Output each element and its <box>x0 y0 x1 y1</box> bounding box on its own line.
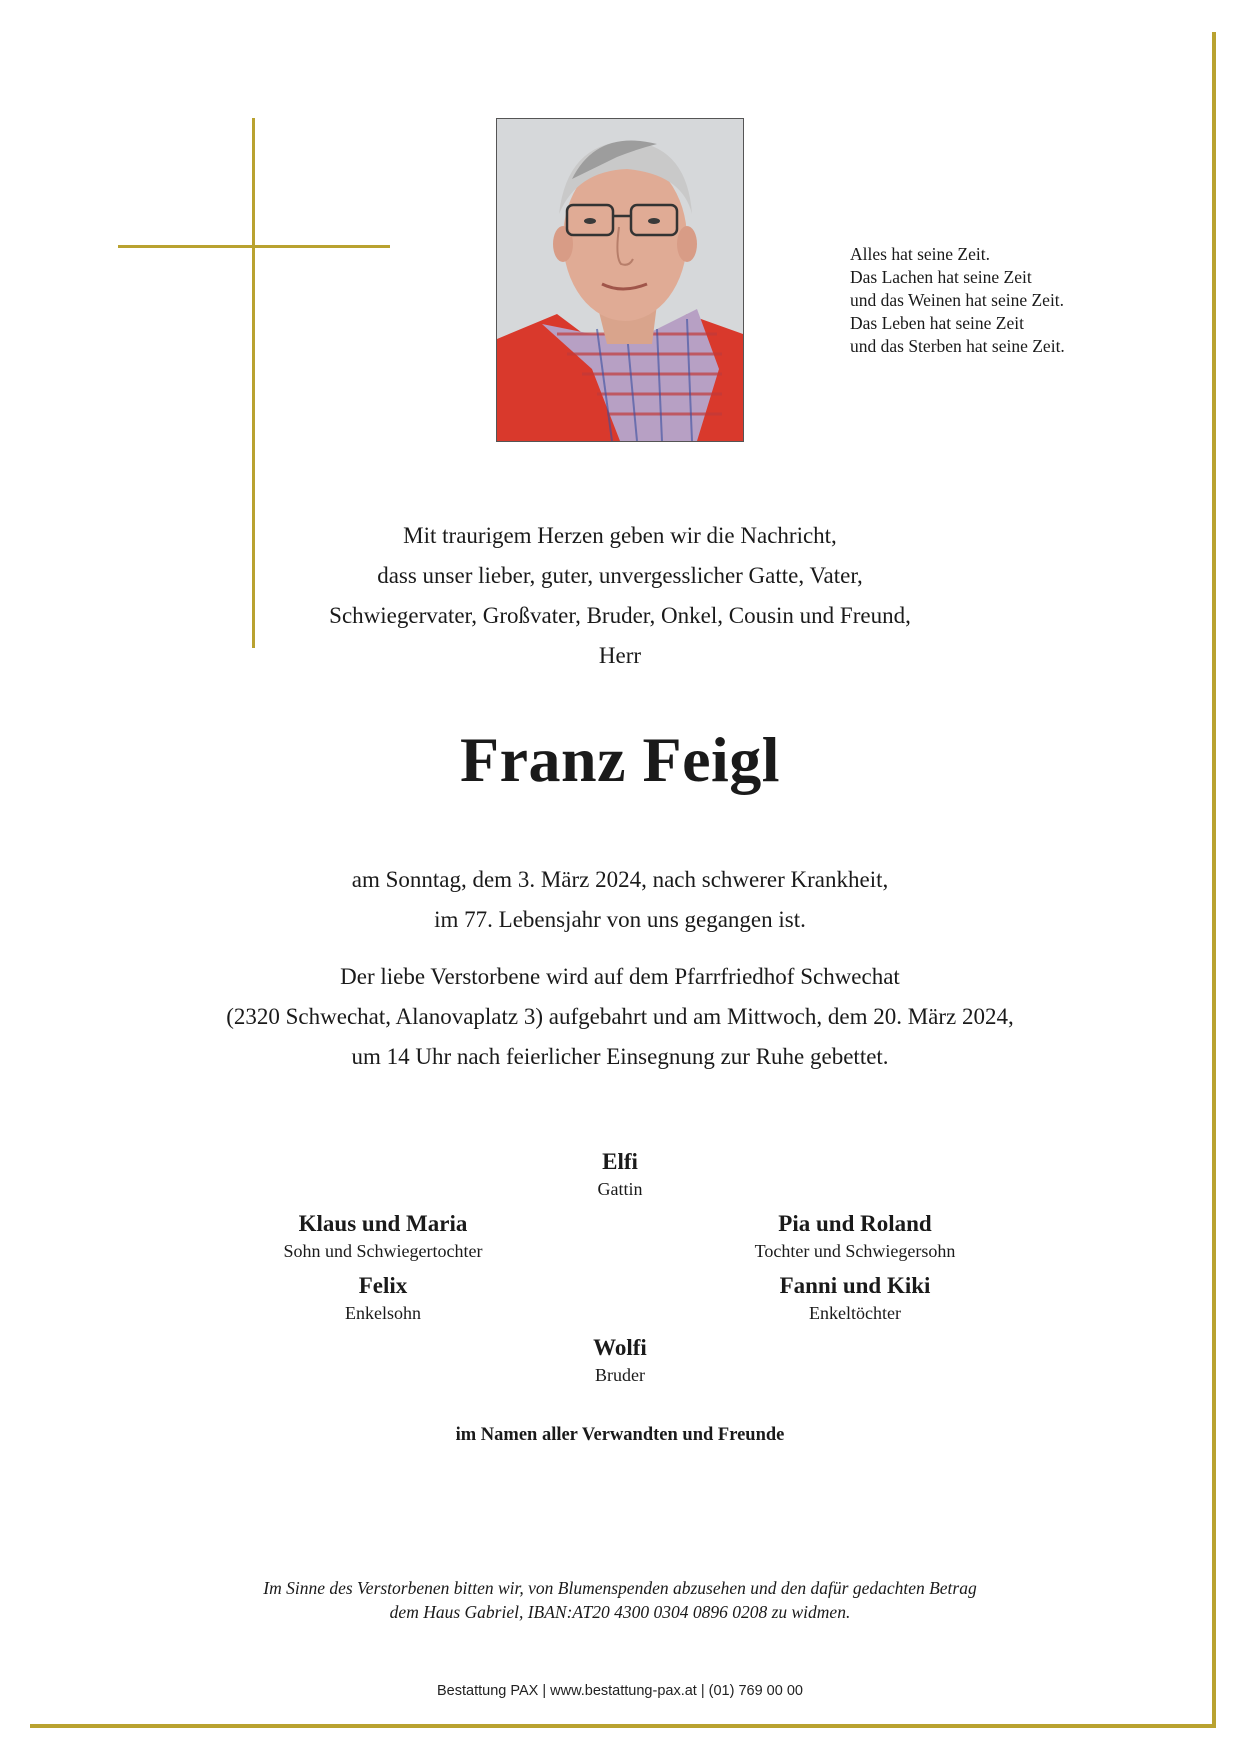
poem-line: Alles hat seine Zeit. <box>850 244 990 264</box>
intro-line: dass unser lieber, guter, unvergesslicher Gatte, Vater, <box>377 563 863 588</box>
mourner-daughter <box>655 1209 1055 1263</box>
death-line: am Sonntag, dem 3. März 2024, nach schwerer Krankheit, <box>351 867 889 892</box>
funeral-notice <box>0 957 1240 1077</box>
funeral-line: (2320 Schwechat, Alanovaplatz 3) aufgebahrt und am Mittwoch, dem 20. März 2024, <box>226 1004 1014 1029</box>
portrait-photo <box>496 118 744 442</box>
donation-line: Im Sinne des Verstorbenen bitten wir, von Blumenspenden abzusehen und den dafür gedachten Betrag <box>263 1578 977 1598</box>
mourner-relation: Sohn und Schwiegertochter <box>283 1241 483 1261</box>
mourner-name: Elfi <box>602 1149 638 1174</box>
mourner-relation: Enkelsohn <box>345 1303 421 1323</box>
poem <box>850 243 1150 358</box>
mourner-relation: Enkeltöchter <box>809 1303 901 1323</box>
mourner-grandson <box>183 1271 583 1325</box>
poem-line: Das Leben hat seine Zeit <box>850 313 1024 333</box>
intro-line: Schwiegervater, Großvater, Bruder, Onkel, Cousin und Freund, <box>329 603 911 628</box>
poem-line: und das Sterben hat seine Zeit. <box>850 336 1065 356</box>
donation-note <box>0 1576 1240 1624</box>
mourner-son <box>183 1209 583 1263</box>
intro-line: Mit traurigem Herzen geben wir die Nachricht, <box>403 523 837 548</box>
closing-line: im Namen aller Verwandten und Freunde <box>455 1425 785 1445</box>
intro-text <box>0 516 1240 676</box>
mourner-granddaughters <box>655 1271 1055 1325</box>
intro-line: Herr <box>598 643 642 668</box>
funeral-line: Der liebe Verstorbene wird auf dem Pfarrfriedhof Schwechat <box>340 964 900 989</box>
mourner-brother <box>420 1333 820 1387</box>
mourner-name: Fanni und Kiki <box>779 1273 931 1298</box>
frame-bottom-line <box>30 1724 1216 1728</box>
mourner-name: Klaus und Maria <box>298 1211 468 1236</box>
mourner-name: Felix <box>358 1273 408 1298</box>
mourner-name: Pia und Roland <box>778 1211 932 1236</box>
funeral-line: um 14 Uhr nach feierlicher Einsegnung zur Ruhe gebettet. <box>351 1044 889 1069</box>
mourner-relation: Bruder <box>595 1365 645 1385</box>
death-notice <box>0 860 1240 940</box>
death-line: im 77. Lebensjahr von uns gegangen ist. <box>434 907 806 932</box>
mourner-name: Wolfi <box>593 1335 647 1360</box>
footer-contact: Bestattung PAX | www.bestattung-pax.at | (01) 769 00 00 <box>437 1683 803 1699</box>
cross-horizontal-bar <box>118 245 390 248</box>
poem-line: Das Lachen hat seine Zeit <box>850 267 1032 287</box>
donation-line: dem Haus Gabriel, IBAN:AT20 4300 0304 0896 0208 zu widmen. <box>389 1602 851 1622</box>
poem-line: und das Weinen hat seine Zeit. <box>850 290 1065 310</box>
mourner-relation: Tochter und Schwiegersohn <box>754 1241 956 1261</box>
deceased-name: Franz Feigl <box>459 724 781 795</box>
mourner-spouse <box>420 1147 820 1201</box>
mourner-relation: Gattin <box>597 1179 643 1199</box>
